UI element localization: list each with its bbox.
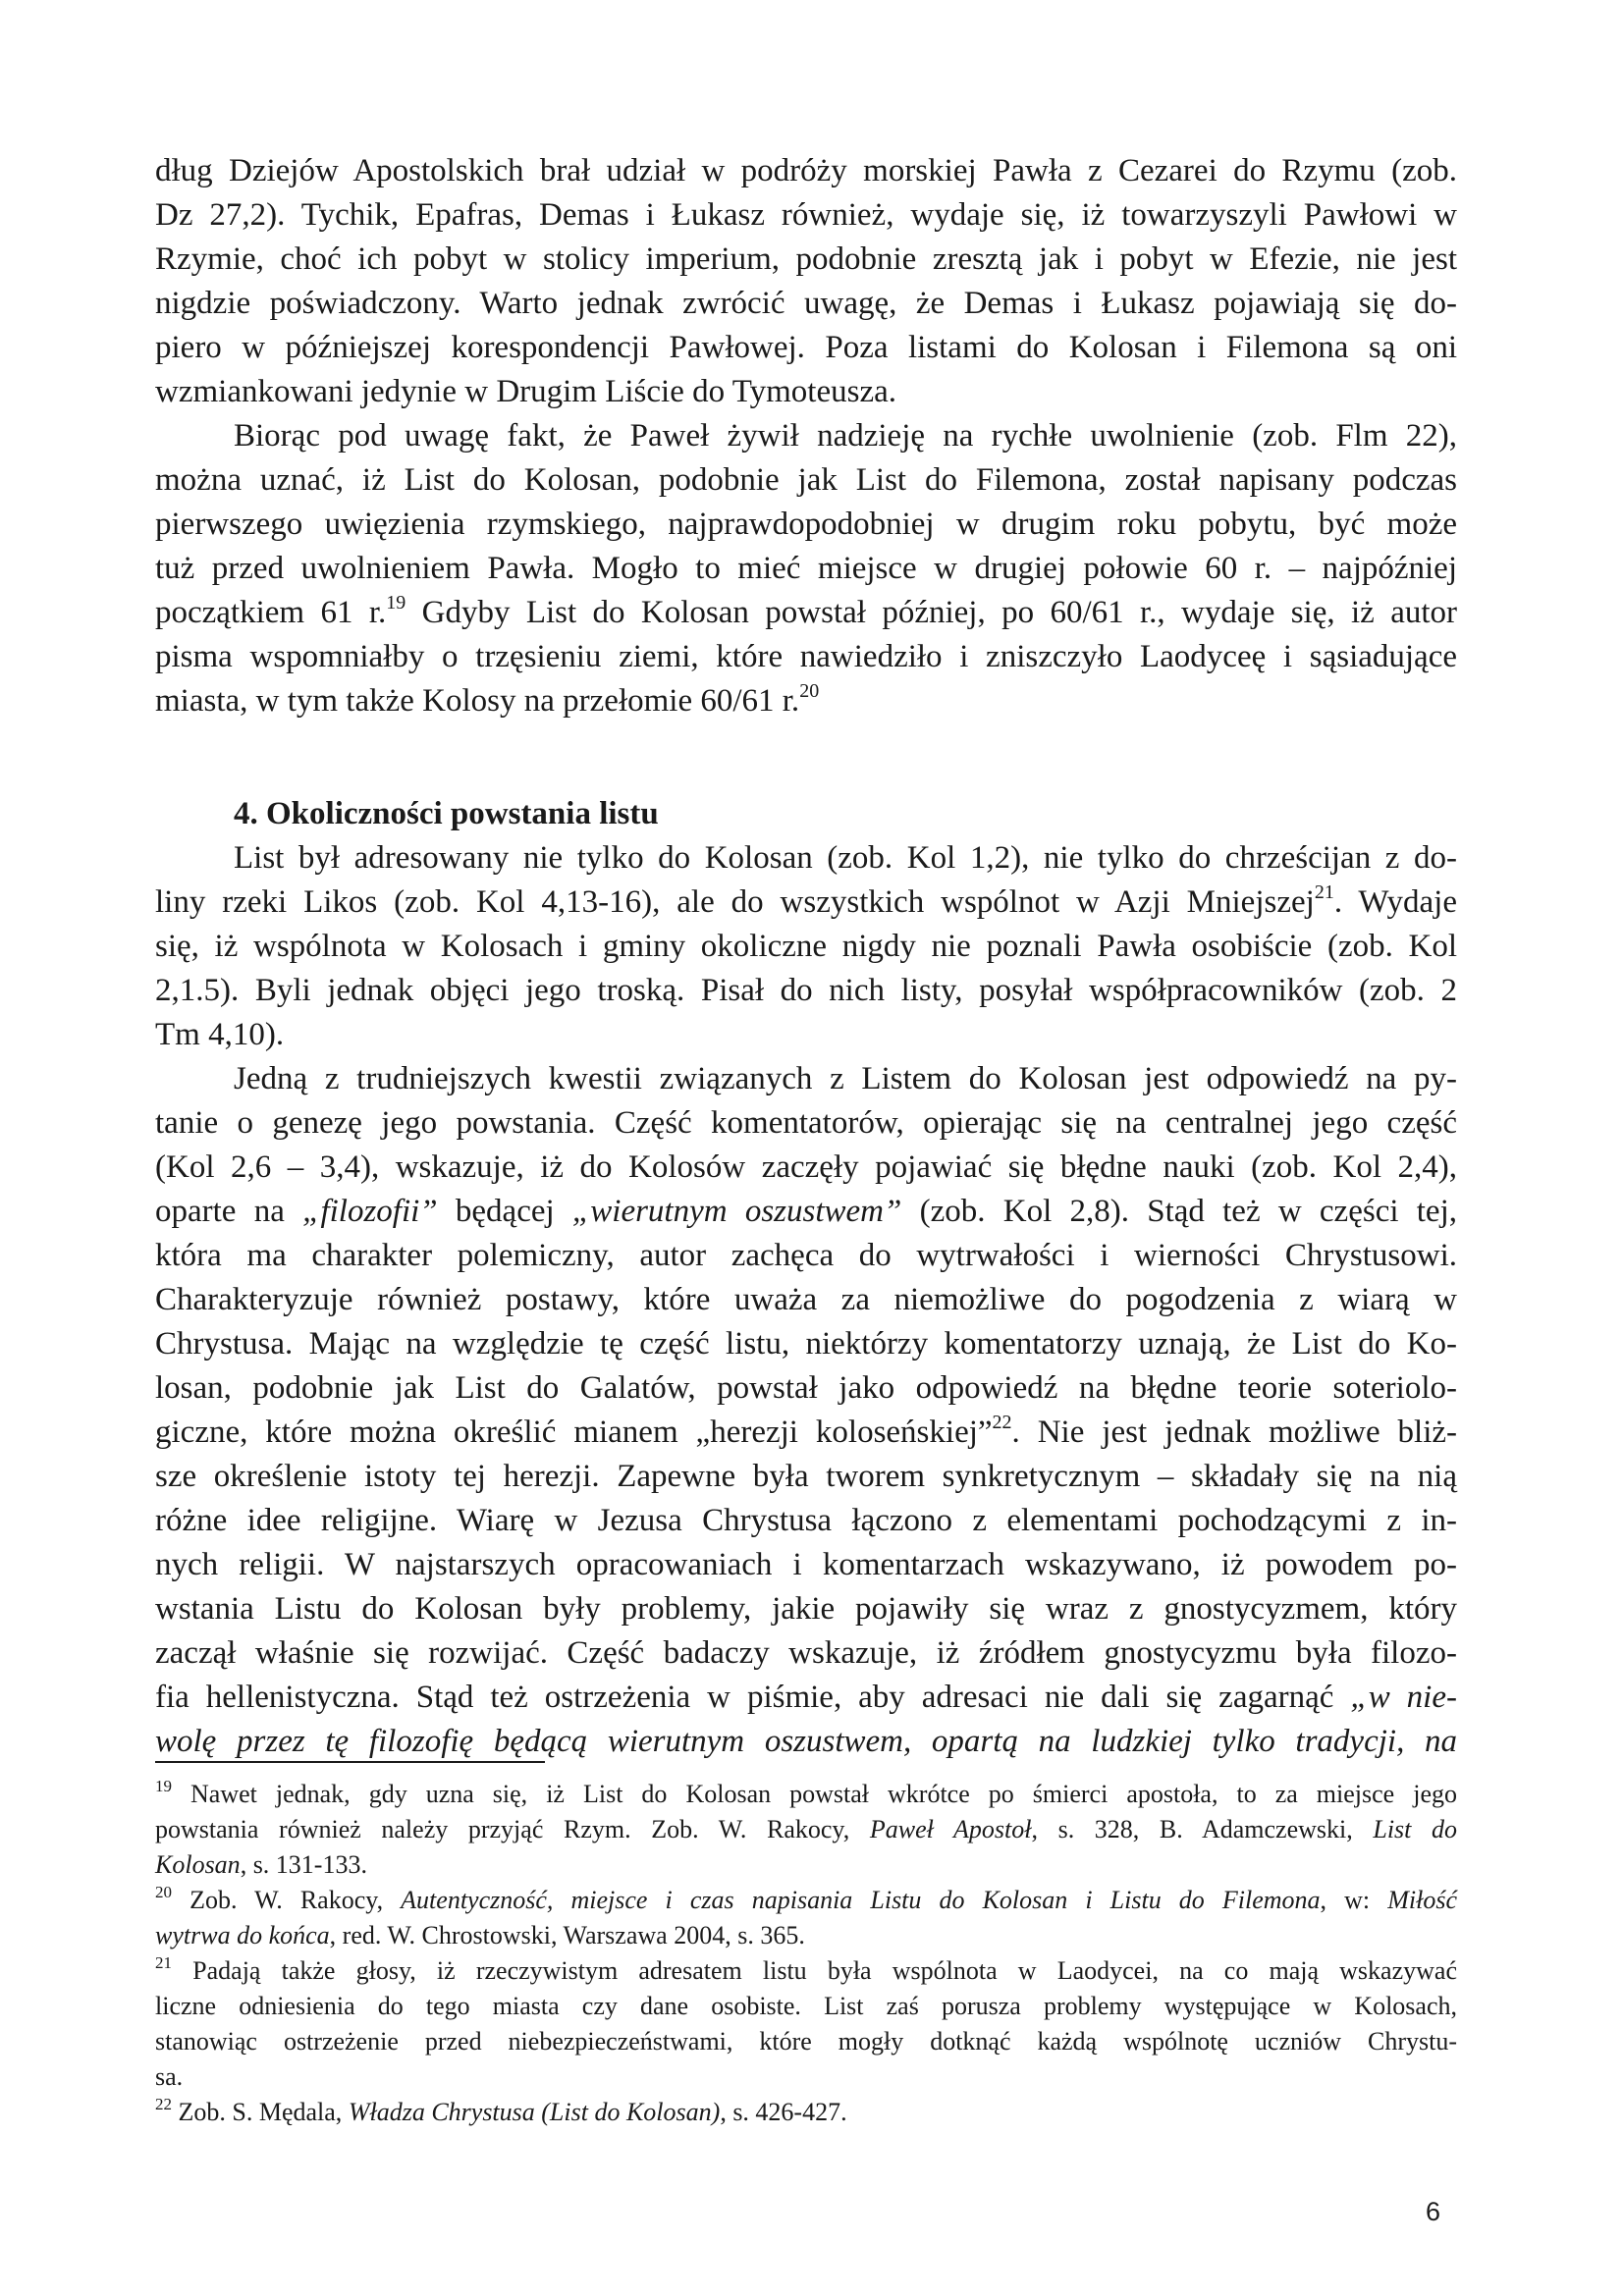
text-line: która ma charakter polemiczny, autor zachęca do wytrwałości i wierności Chrystusowi. [155, 1238, 1457, 1273]
text-line: pisma wspomniałby o trzęsieniu ziemi, które nawiedziło i zniszczyło Laodyceę i sąsiadujące [155, 639, 1457, 674]
text-line: giczne, które można określić mianem „herezji koloseńskiej”$^{22}$. Nie jest jednak możliwe bliż- [155, 1412, 1458, 1450]
footnote-22: $^{22}$ Zob. S. Mędala, Władza Chrystusa (List do Kolosan), s. 426-427. [155, 2095, 847, 2126]
text-line: się, iż wspólnota w Kolosach i gminy okoliczne nigdy nie poznali Pawła osobiście (zob. Kol [155, 929, 1457, 964]
text-line: piero w późniejszej korespondencji Pawłowej. Poza listami do Kolosan i Filemona są oni [155, 330, 1457, 365]
text-line: 2,1.5). Byli jednak objęci jego troską. Pisał do nich listy, posyłał współpracowników (zob. 2 [155, 973, 1457, 1008]
text-line: tuż przed uwolnieniem Pawła. Mogło to mieć miejsce w drugiej połowie 60 r. – najpóźniej [155, 551, 1457, 586]
text-line: losan, podobnie jak List do Galatów, powstał jako odpowiedź na błędne teorie soteriolo- [155, 1370, 1457, 1406]
footnote-line: powstania również należy przyjąć Rzym. Zob. W. Rakocy, Paweł Apostoł, s. 328, B. Adamczewski, List do [155, 1815, 1458, 1843]
text-line: Chrystusa. Mając na względzie tę część listu, niektórzy komentatorzy uznają, że List do Ko- [155, 1326, 1457, 1362]
footnote-line: liczne odniesienia do tego miasta czy dane osobiste. List zaś porusza problemy występujące w Kolosach, [155, 1992, 1457, 2020]
footnote-ref-21: 21 [1314, 881, 1334, 903]
footnotes [155, 1777, 1457, 2130]
text-line: oparte na „filozofii” będącej „wierutnym oszustwem” (zob. Kol 2,8). Stąd też w części tej, [155, 1194, 1457, 1229]
footnote-line: wytrwa do końca, red. W. Chrostowski, Warszawa 2004, s. 365. [155, 1921, 805, 1949]
text-line: Rzymie, choć ich pobyt w stolicy imperium, podobnie zresztą jak i pobyt w Efezie, nie jest [155, 241, 1457, 277]
footnote-20: $^{20}$ Zob. W. Rakocy, Autentyczność, miejsce i czas napisania Listu do Kolosan i Listu do Filemona, w: Miłość [155, 1883, 1457, 1914]
text-line: sze określenie istoty tej herezji. Zapewne była tworem synkretycznym – składały się na nią [155, 1459, 1457, 1494]
text-line: tanie o genezę jego powstania. Część komentatorów, opierając się na centralnej jego część [155, 1105, 1457, 1141]
text-line: wolę przez tę filozofię będącą wierutnym oszustwem, opartą na ludzkiej tylko tradycji, na [155, 1724, 1457, 1759]
text-line: fia hellenistyczna. Stąd też ostrzeżenia w piśmie, aby adresaci nie dali się zagarnąć „w nie- [155, 1680, 1457, 1715]
footnote-line: sa. [155, 2062, 184, 2091]
footnote-line: stanowiąc ostrzeżenie przed niebezpieczeństwami, które mogły dotknąć każdą wspólnotę uczniów Chrystu- [155, 2027, 1457, 2056]
text-line: można uznać, iż List do Kolosan, podobnie jak List do Filemona, został napisany podczas [155, 462, 1457, 498]
text-line: List był adresowany nie tylko do Kolosan (zob. Kol 1,2), nie tylko do chrześcijan z do- [234, 840, 1457, 876]
footnote-19: $^{19}$ Nawet jednak, gdy uzna się, iż List do Kolosan powstał wkrótce po śmierci apostoła, to za miejsce jego [155, 1777, 1457, 1808]
text-line: zaczął właśnie się rozwijać. Część badaczy wskazuje, iż źródłem gnostycyzmu była filozo- [155, 1635, 1457, 1671]
footnote-21: $^{21}$ Padają także głosy, iż rzeczywistym adresatem listu była wspólnota w Laodycei, na co mają wskazywać [155, 1953, 1457, 1985]
text-line: pierwszego uwięzienia rzymskiego, najprawdopodobniej w drugim roku pobytu, być może [155, 507, 1457, 542]
footnote-ref-22: 22 [992, 1412, 1012, 1433]
text-line: miasta, w tym także Kolosy na przełomie 60/61 r.$^{20}$ [155, 680, 820, 719]
footnote-line: Kolosan, s. 131-133. [155, 1850, 367, 1879]
text-line: Biorąc pod uwagę fakt, że Paweł żywił nadzieję na rychłe uwolnienie (zob. Flm 22), [234, 418, 1457, 454]
text-line: Tm 4,10). [155, 1017, 285, 1052]
text-line: wzmiankowani jedynie w Drugim Liście do Tymoteusza. [155, 374, 896, 409]
text-line: Charakteryzuje również postawy, które uważa za niemożliwe do pogodzenia z wiarą w [155, 1282, 1457, 1317]
text-line: Jedną z trudniejszych kwestii związanych z Listem do Kolosan jest odpowiedź na py- [234, 1061, 1457, 1096]
text-line: początkiem 61 r.$^{19}$ Gdyby List do Kolosan powstał później, po 60/61 r., wydaje się, iż autor [155, 592, 1457, 630]
footnote-ref-20: 20 [799, 680, 820, 702]
footnote-ref-19: 19 [386, 592, 406, 614]
text-line: (Kol 2,6 – 3,4), wskazuje, iż do Kolosów zaczęły pojawiać się błędne nauki (zob. Kol 2,4), [155, 1149, 1457, 1185]
page-number: 6 [1426, 2197, 1441, 2226]
footnote-separator [155, 1761, 545, 1763]
text-line: dług Dziejów Apostolskich brał udział w podróży morskiej Pawła z Cezarei do Rzymu (zob. [155, 153, 1457, 188]
text-line: wstania Listu do Kolosan były problemy, jakie pojawiły się wraz z gnostycyzmem, który [155, 1591, 1457, 1627]
text-line: nych religii. W najstarszych opracowaniach i komentarzach wskazywano, iż powodem po- [155, 1547, 1457, 1582]
text-line: różne idee religijne. Wiarę w Jezusa Chrystusa łączono z elementami pochodzącymi z in- [155, 1503, 1457, 1538]
text-line: nigdzie poświadczony. Warto jednak zwrócić uwagę, że Demas i Łukasz pojawiają się do- [155, 286, 1457, 321]
text-line: liny rzeki Likos (zob. Kol 4,13-16), ale do wszystkich wspólnot w Azji Mniejszej$^{21}$. Wydaje [155, 881, 1458, 920]
text-line: Dz 27,2). Tychik, Epafras, Demas i Łukasz również, wydaje się, iż towarzyszyli Pawłowi w [155, 197, 1457, 233]
main-text [155, 149, 1457, 1764]
section-heading: 4. Okoliczności powstania listu [234, 796, 659, 831]
